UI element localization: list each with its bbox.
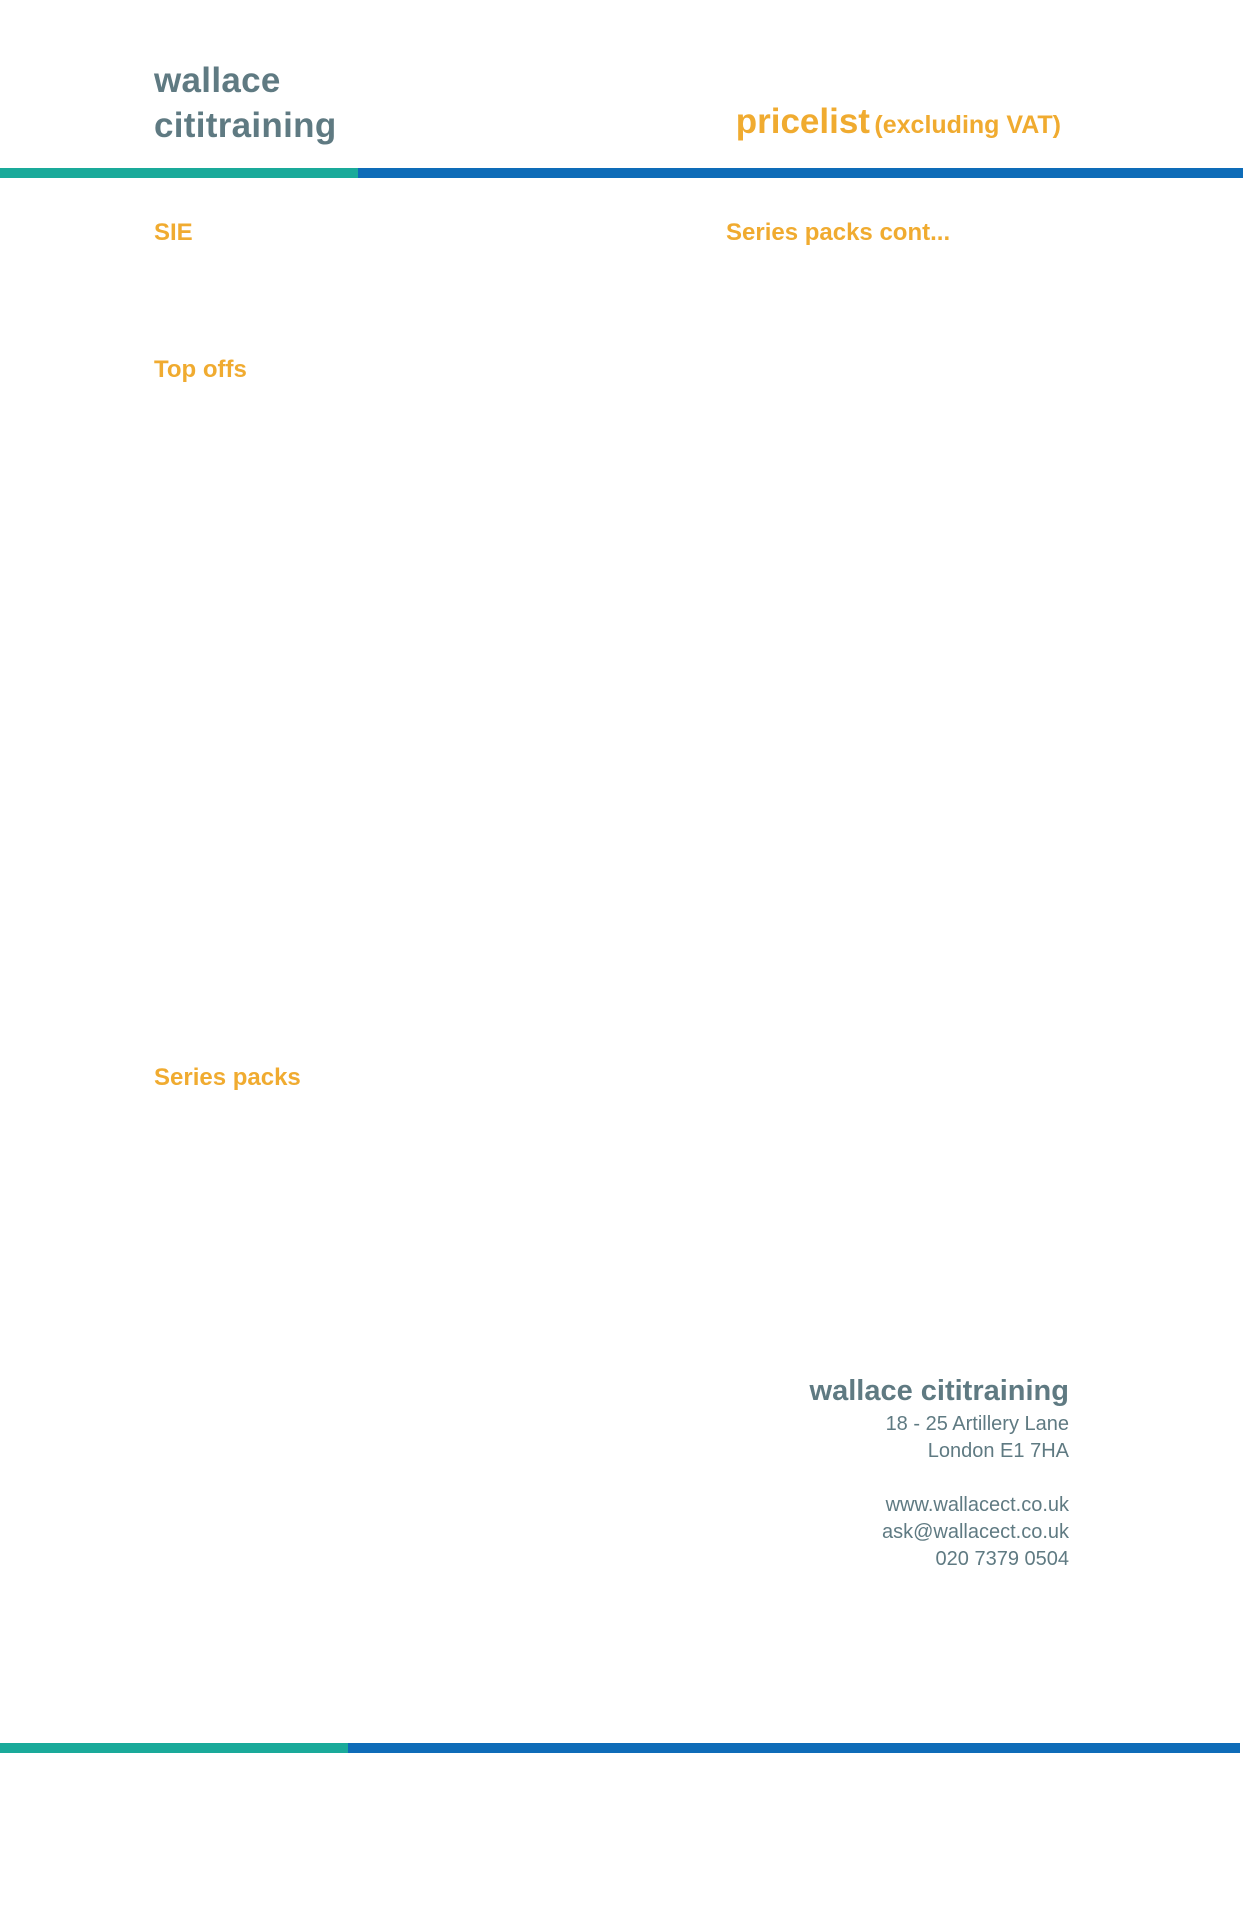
address-block — [810, 1373, 1069, 1573]
address-spacer — [810, 1465, 1069, 1492]
logo-line-1: wallace — [154, 61, 281, 100]
section-title-series-packs: Series packs — [154, 1064, 301, 1091]
address-company-name: wallace cititraining — [809, 1375, 1069, 1407]
section-title-sie: SIE — [154, 219, 193, 246]
section-title-top-offs: Top offs — [154, 356, 247, 383]
company-logo — [154, 58, 337, 148]
top-divider-bar — [0, 168, 1243, 178]
address-phone: 020 7379 0504 — [935, 1548, 1069, 1570]
page-title-sub: (excluding VAT) — [874, 111, 1061, 139]
address-street: 18 - 25 Artillery Lane — [885, 1413, 1069, 1435]
address-city: London E1 7HA — [927, 1440, 1069, 1462]
top-divider-teal-segment — [0, 168, 358, 178]
page-title-main: pricelist — [735, 102, 870, 141]
bottom-divider-blue-segment — [348, 1743, 1240, 1753]
bottom-divider-teal-segment — [0, 1743, 348, 1753]
top-divider-blue-segment — [358, 168, 1243, 178]
bottom-divider-bar — [0, 1743, 1240, 1753]
logo-line-2: cititraining — [154, 106, 337, 145]
page-title — [736, 102, 1061, 142]
address-website-link[interactable]: www.wallacect.co.uk — [885, 1494, 1069, 1516]
section-title-series-packs-cont: Series packs cont... — [726, 219, 951, 246]
address-email-link[interactable]: ask@wallacect.co.uk — [881, 1521, 1069, 1543]
